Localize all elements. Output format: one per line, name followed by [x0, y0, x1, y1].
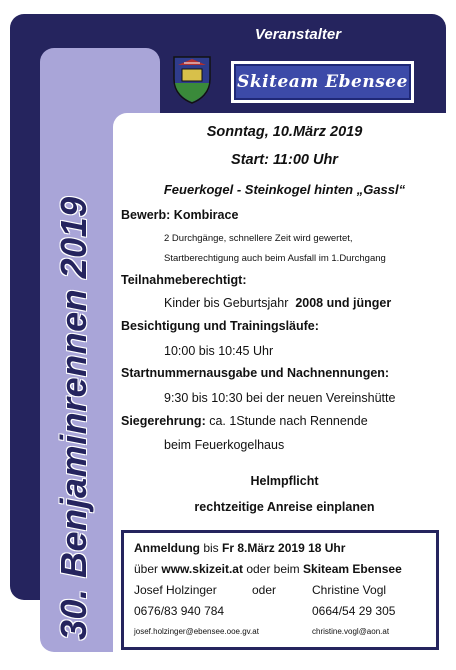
event-title-vertical: 30. Benjaminrennen 2019 — [53, 196, 94, 640]
contact2-name: Christine Vogl — [312, 583, 387, 597]
teilnahme-bold: 2008 und jünger — [295, 296, 392, 310]
bewerb-line-2: Startberechtigung auch beim Ausfall im 1.Durchgang — [164, 253, 386, 264]
registration-label: Anmeldung — [134, 541, 200, 555]
registration-via: über — [134, 562, 159, 576]
registration-or: oder beim — [246, 562, 300, 576]
coat-of-arms-icon — [170, 53, 214, 105]
startnummern-heading: Startnummernausgabe und Nachnennungen: — [121, 366, 390, 380]
registration-deadline: Fr 8.März 2019 18 Uhr — [222, 541, 346, 555]
event-location: Feuerkogel - Steinkogel hinten „Gassl“ — [163, 182, 406, 197]
besichtigung-time: 10:00 bis 10:45 Uhr — [164, 344, 274, 358]
teilnahme-line — [164, 296, 391, 310]
contact1-name: Josef Holzinger — [134, 583, 217, 597]
organizer-label: Veranstalter — [254, 26, 342, 43]
teilnahme-text: Kinder bis Geburtsjahr — [164, 296, 289, 310]
registration-until: bis — [203, 541, 219, 555]
registration-website[interactable]: www.skizeit.at — [161, 562, 243, 576]
event-start: Start: 11:00 Uhr — [231, 152, 338, 168]
siegerehrung-place: beim Feuerkogelhaus — [164, 438, 285, 452]
besichtigung-heading: Besichtigung und Trainingsläufe: — [121, 319, 319, 333]
registration-box — [121, 530, 439, 650]
registration-club: Skiteam Ebensee — [303, 562, 402, 576]
contact-or: oder — [252, 583, 277, 597]
siegerehrung-heading: Siegerehrung: — [121, 414, 206, 428]
registration-deadline-line — [134, 541, 345, 555]
contact2-email[interactable]: christine.vogl@aon.at — [312, 627, 390, 636]
helmet-note: Helmpflicht — [250, 474, 319, 488]
siegerehrung-text: ca. 1Stunde nach Rennende — [209, 414, 368, 428]
siegerehrung-line — [121, 414, 368, 428]
contact2-phone: 0664/54 29 305 — [312, 604, 396, 618]
teilnahme-heading: Teilnahmeberechtigt: — [121, 273, 247, 287]
registration-via-line — [134, 562, 402, 576]
club-logo-plate — [234, 64, 411, 100]
contact1-phone: 0676/83 940 784 — [134, 604, 225, 618]
startnummern-time: 9:30 bis 10:30 bei der neuen Vereinshütte — [164, 391, 396, 405]
club-logo-name: Skiteam Ebensee — [237, 72, 408, 92]
contact1-email[interactable]: josef.holzinger@ebensee.ooe.gv.at — [134, 627, 259, 636]
bewerb-line-1: 2 Durchgänge, schnellere Zeit wird gewertet, — [164, 233, 353, 244]
bewerb-heading: Bewerb: Kombirace — [121, 208, 239, 222]
event-date: Sonntag, 10.März 2019 — [206, 124, 363, 140]
club-logo — [231, 61, 414, 103]
arrival-note: rechtzeitige Anreise einplanen — [194, 500, 375, 514]
